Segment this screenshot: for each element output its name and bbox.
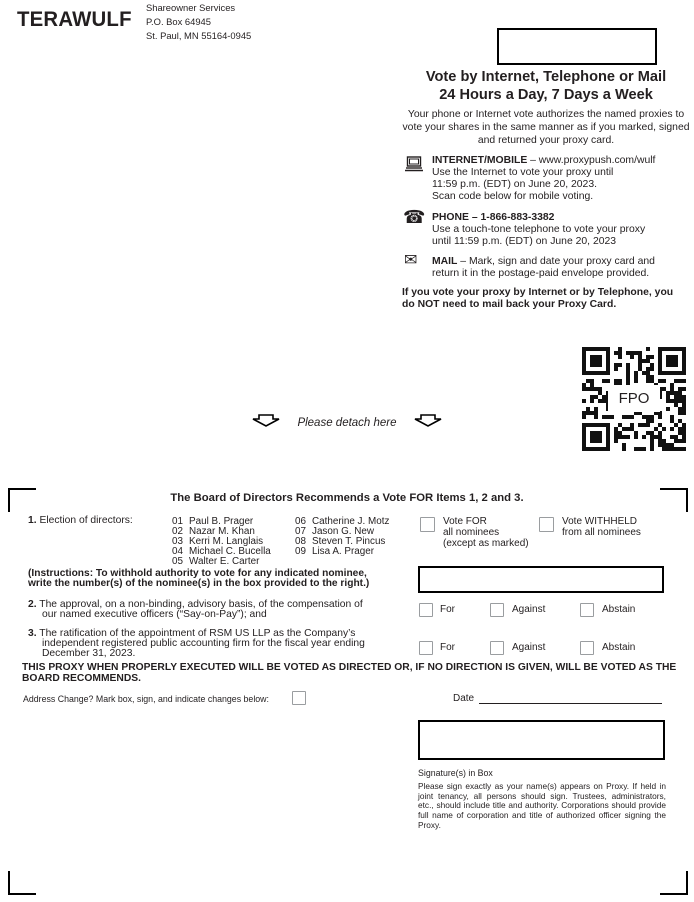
vote-for-line3: (except as marked) — [443, 538, 529, 549]
date-line[interactable] — [479, 695, 662, 704]
nominee-row: 08 — [295, 536, 306, 547]
ballot-heading: The Board of Directors Recommends a Vote FOR Items 1, 2 and 3. — [170, 492, 524, 504]
item2-abstain-checkbox[interactable] — [580, 603, 594, 617]
address-line: P.O. Box 64945 — [146, 16, 211, 27]
shareowner-address — [146, 1, 251, 43]
item2-text-line1: The approval, on a non-binding, advisory basis, of the compensation of — [39, 599, 363, 610]
item3-number: 3. — [28, 628, 37, 639]
address-change-checkbox[interactable] — [292, 691, 306, 705]
item3-for-checkbox[interactable] — [419, 641, 433, 655]
nominee-name: Paul B. Prager — [189, 516, 254, 527]
company-logo: TERAWULF — [17, 8, 132, 31]
mail-label-bold: MAIL — [432, 256, 458, 267]
qr-fpo-label: FPO — [608, 385, 660, 412]
nominee-row: 07 — [295, 526, 306, 537]
proxy-execution-note: THIS PROXY WHEN PROPERLY EXECUTED WILL BE VOTED AS DIRECTED OR, IF NO DIRECTION IS GIVEN, WILL BE VOTED AS THE BOARD RECOMMENDS. — [22, 662, 677, 684]
nominee-row: 01 — [172, 516, 183, 527]
nominee-row: 04 — [172, 546, 183, 557]
crop-mark-bottom-left — [8, 871, 36, 895]
address-line: St. Paul, MN 55164-0945 — [146, 30, 252, 41]
item3-against-checkbox[interactable] — [490, 641, 504, 655]
nominee-row: 03 — [172, 536, 183, 547]
item2-against-checkbox[interactable] — [490, 603, 504, 617]
item3-line2: independent registered public accounting firm for the fiscal year ending — [42, 638, 365, 649]
mail-label-rest: – Mark, sign and date your proxy card and — [457, 256, 655, 267]
mail-icon: ✉ — [404, 252, 418, 269]
item1-text: Election of directors: — [39, 515, 133, 526]
item3-for-label: For — [440, 642, 455, 653]
nominee-name: Nazar M. Khan — [189, 526, 255, 537]
signature-note: Please sign exactly as your name(s) appears on Proxy. If held in joint tenancy, all persons should sign. Trustees, administrators, etc., should include title and authority. Corporations should provide full name of corporation and title of authorized officer signing the Proxy. — [418, 781, 666, 830]
phone-method-label: PHONE – 1-866-883-3382 — [432, 212, 555, 223]
vote-title-line2: 24 Hours a Day, 7 Days a Week — [439, 87, 653, 103]
nominee-name: Catherine J. Motz — [312, 516, 390, 527]
phone-line2: until 11:59 p.m. (EDT) on June 20, 2023 — [432, 236, 617, 247]
withhold-instructions-line2: write the number(s) of the nominee(s) in the box provided to the right.) — [28, 578, 370, 589]
nominee-name: Kerri M. Langlais — [189, 536, 264, 547]
vote-for-line2: all nominees — [443, 527, 500, 538]
address-line: Shareowner Services — [146, 2, 236, 13]
item2-number: 2. — [28, 599, 37, 610]
detach-arrow-icon — [413, 412, 443, 433]
vote-for-label — [443, 516, 529, 549]
item2-line2: our named executive officers (“Say-on-Pay”); and — [42, 609, 267, 620]
internet-line1: Use the Internet to vote your proxy until — [432, 167, 614, 178]
signature-box-label: Signature(s) in Box — [418, 768, 493, 778]
item1-label — [28, 515, 133, 526]
item2-for-checkbox[interactable] — [419, 603, 433, 617]
qr-code — [582, 347, 686, 451]
detach-arrow-icon — [251, 412, 281, 433]
computer-icon — [405, 156, 424, 177]
item3-abstain-checkbox[interactable] — [580, 641, 594, 655]
item3-text-line1: The ratification of the appointment of RSM US LLP as the Company’s — [39, 628, 356, 639]
detach-row — [0, 412, 694, 433]
item2-against-label: Against — [512, 604, 546, 615]
address-change-label: Address Change? Mark box, sign, and indicate changes below: — [23, 694, 269, 704]
detach-label: Please detach here — [297, 416, 397, 429]
item1-number: 1. — [28, 515, 37, 526]
vote-intro: Your phone or Internet vote authorizes the named proxies to vote your shares in the same manner as if you marked, signed and returned your proxy card. — [402, 109, 690, 146]
nominee-name: Jason G. New — [312, 526, 375, 537]
nominee-name: Walter E. Carter — [189, 556, 260, 567]
vote-for-line1: Vote FOR — [443, 516, 487, 527]
mailing-label-box — [497, 28, 657, 65]
vote-title — [400, 68, 692, 104]
nominee-row: 06 — [295, 516, 306, 527]
item2-abstain-label: Abstain — [602, 604, 636, 615]
item3-line3: December 31, 2023. — [42, 648, 136, 659]
internet-line2: 11:59 p.m. (EDT) on June 20, 2023. — [432, 179, 597, 190]
nominee-name: Steven T. Pincus — [312, 536, 386, 547]
signature-box[interactable] — [418, 720, 665, 760]
nominee-name: Lisa A. Prager — [312, 546, 375, 557]
mail-method-label — [432, 256, 655, 268]
item3-abstain-label: Abstain — [602, 642, 636, 653]
phone-line1: Use a touch-tone telephone to vote your proxy — [432, 224, 646, 235]
internet-label-rest: – www.proxypush.com/wulf — [527, 155, 656, 166]
withhold-writein-box[interactable] — [418, 566, 664, 593]
internet-line3: Scan code below for mobile voting. — [432, 191, 594, 202]
vote-for-checkbox[interactable] — [420, 517, 435, 532]
nominee-name: Michael C. Bucella — [189, 546, 271, 557]
no-mail-note-line2: do NOT need to mail back your Proxy Card. — [402, 299, 617, 310]
nominee-row: 05 — [172, 556, 183, 567]
withhold-instructions-line1: (Instructions: To withhold authority to vote for any indicated nominee, — [28, 568, 367, 579]
nominee-row: 09 — [295, 546, 306, 557]
vote-title-line1: Vote by Internet, Telephone or Mail — [425, 69, 667, 85]
nominee-row: 02 — [172, 526, 183, 537]
vote-withheld-line2: from all nominees — [562, 527, 641, 538]
internet-label-bold: INTERNET/MOBILE — [432, 155, 528, 166]
vote-withheld-label — [562, 516, 641, 538]
date-label: Date — [453, 693, 475, 704]
item2-for-label: For — [440, 604, 455, 615]
vote-withheld-checkbox[interactable] — [539, 517, 554, 532]
mail-line1: return it in the postage-paid envelope provided. — [432, 268, 650, 279]
phone-icon: ☎ — [403, 207, 426, 227]
item3-against-label: Against — [512, 642, 546, 653]
internet-method-label — [432, 155, 655, 167]
vote-withheld-line1: Vote WITHHELD — [562, 516, 638, 527]
crop-mark-bottom-right — [660, 871, 688, 895]
no-mail-note-line1: If you vote your proxy by Internet or by Telephone, you — [402, 287, 674, 298]
